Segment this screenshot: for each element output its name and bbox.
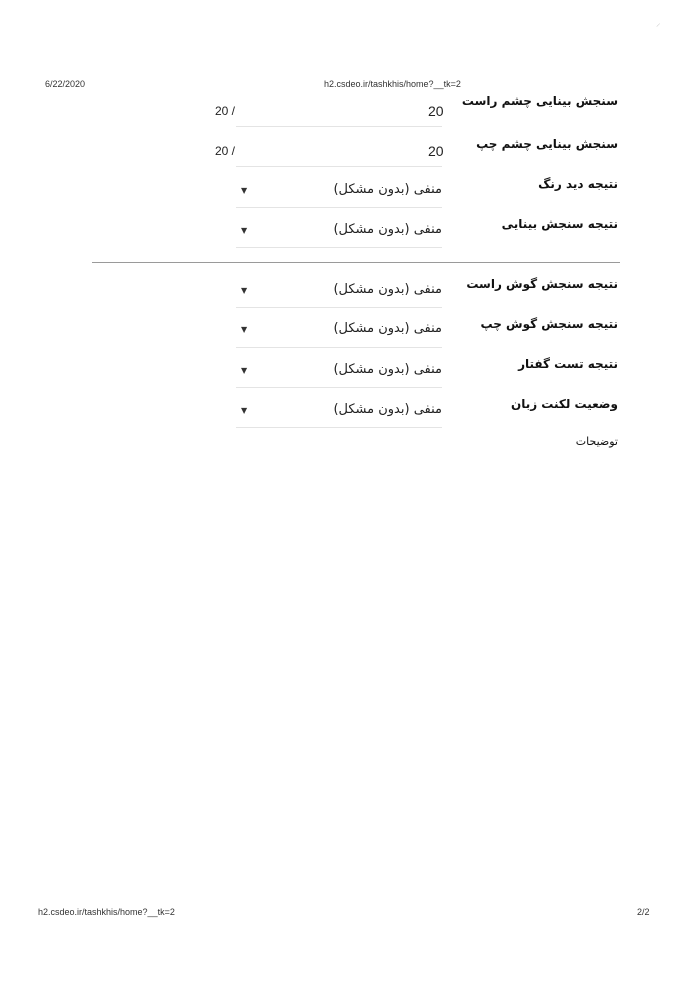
stutter-underline bbox=[236, 427, 442, 428]
scan-mark: ⸝ bbox=[656, 19, 661, 29]
vision-result-dropdown-icon[interactable]: ▼ bbox=[241, 226, 248, 235]
vision-result-underline bbox=[236, 247, 442, 248]
left-eye-underline bbox=[236, 166, 442, 167]
vision-result-label: نتیجه سنجش بینایی bbox=[501, 217, 618, 231]
page-url: h2.csdeo.ir/tashkhis/home?__tk=2 bbox=[324, 79, 461, 89]
color-vision-select[interactable]: منفی (بدون مشکل) bbox=[333, 182, 442, 197]
right-ear-underline bbox=[236, 307, 442, 308]
section-divider bbox=[92, 262, 620, 263]
speech-test-dropdown-icon[interactable]: ▼ bbox=[241, 366, 248, 375]
color-vision-label: نتیجه دید رنگ bbox=[538, 177, 618, 191]
left-eye-denominator: 20 / bbox=[215, 144, 236, 158]
stutter-label: وضعیت لکنت زبان bbox=[510, 397, 618, 411]
speech-test-underline bbox=[236, 387, 442, 388]
right-ear-dropdown-icon[interactable]: ▼ bbox=[241, 286, 248, 295]
left-ear-dropdown-icon[interactable]: ▼ bbox=[241, 325, 248, 334]
right-ear-label: نتیجه سنجش گوش راست bbox=[466, 277, 618, 291]
right-eye-label: سنجش بینایی چشم راست bbox=[461, 94, 618, 108]
stutter-dropdown-icon[interactable]: ▼ bbox=[241, 406, 248, 415]
left-eye-label: سنجش بینایی چشم چپ bbox=[476, 137, 618, 151]
stutter-select[interactable]: منفی (بدون مشکل) bbox=[333, 402, 442, 417]
left-eye-value[interactable]: 20 bbox=[428, 143, 444, 159]
right-eye-underline bbox=[236, 126, 442, 127]
speech-test-label: نتیجه تست گفتار bbox=[518, 357, 618, 371]
speech-test-select[interactable]: منفی (بدون مشکل) bbox=[333, 362, 442, 377]
right-ear-select[interactable]: منفی (بدون مشکل) bbox=[333, 282, 442, 297]
notes-label: توضیحات bbox=[575, 435, 618, 448]
left-ear-select[interactable]: منفی (بدون مشکل) bbox=[333, 321, 442, 336]
print-date: 6/22/2020 bbox=[45, 79, 86, 89]
color-vision-dropdown-icon[interactable]: ▼ bbox=[241, 186, 248, 195]
page-number: 2/2 bbox=[637, 907, 650, 917]
left-ear-label: نتیجه سنجش گوش چپ bbox=[480, 317, 618, 331]
left-ear-underline bbox=[236, 347, 442, 348]
footer-url: h2.csdeo.ir/tashkhis/home?__tk=2 bbox=[38, 907, 175, 917]
right-eye-value[interactable]: 20 bbox=[428, 103, 444, 119]
color-vision-underline bbox=[236, 207, 442, 208]
vision-result-select[interactable]: منفی (بدون مشکل) bbox=[333, 222, 442, 237]
right-eye-denominator: 20 / bbox=[215, 104, 236, 118]
